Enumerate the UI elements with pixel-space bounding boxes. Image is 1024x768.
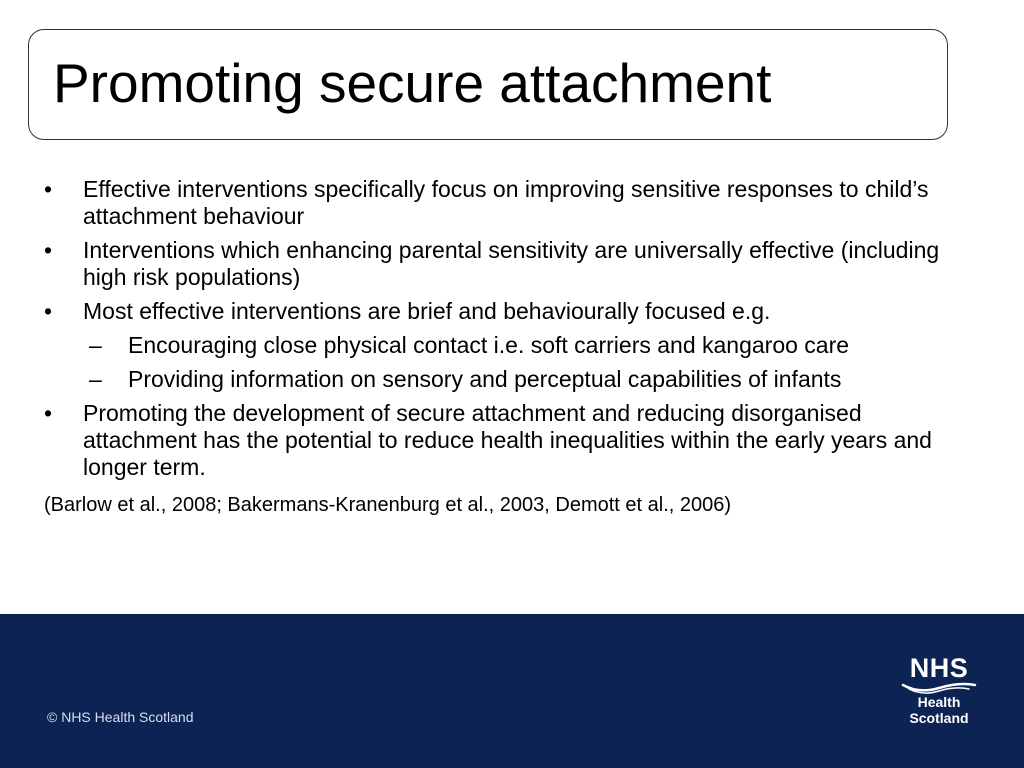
logo-line-health: Health [917, 694, 961, 710]
citation: (Barlow et al., 2008; Bakermans-Kranenburg et al., 2003, Demott et al., 2006) [44, 494, 732, 516]
bullet-marker: • [44, 298, 53, 324]
bullet-item [44, 176, 944, 230]
logo-line-scotland: Scotland [909, 710, 969, 726]
logo-swoosh-icon [899, 682, 979, 694]
sub-bullet-text: Providing information on sensory and perceptual capabilities of infants [128, 366, 842, 392]
slide-title: Promoting secure attachment [53, 52, 772, 114]
sub-bullet-item [44, 332, 944, 359]
title-box [28, 29, 948, 140]
bullet-text: Promoting the development of secure attachment and reducing disorganised attachment has the potential to reduce health inequalities within the early years and longer term. [83, 400, 932, 480]
bullet-text: Effective interventions specifically focus on improving sensitive responses to child’s attachment behaviour [83, 176, 929, 229]
bullet-marker: • [44, 237, 53, 263]
copyright-text: © NHS Health Scotland [47, 709, 194, 725]
bullet-item [44, 400, 944, 481]
sub-bullet-marker: – [89, 332, 102, 358]
bullet-text: Interventions which enhancing parental sensitivity are universally effective (including high risk populations) [83, 237, 940, 290]
bullet-text: Most effective interventions are brief and behaviourally focused e.g. [83, 298, 771, 324]
sub-bullet-item [44, 366, 944, 393]
sub-bullet-marker: – [89, 366, 102, 392]
sub-bullet-text: Encouraging close physical contact i.e. soft carriers and kangaroo care [128, 332, 850, 358]
bullet-marker: • [44, 400, 53, 426]
nhs-health-scotland-logo [894, 654, 984, 726]
bullet-list [44, 176, 944, 517]
bullet-marker: • [44, 176, 53, 202]
logo-nhs-text: NHS [909, 653, 969, 683]
footer-bar [0, 614, 1024, 768]
bullet-item [44, 237, 944, 291]
bullet-item [44, 298, 944, 325]
